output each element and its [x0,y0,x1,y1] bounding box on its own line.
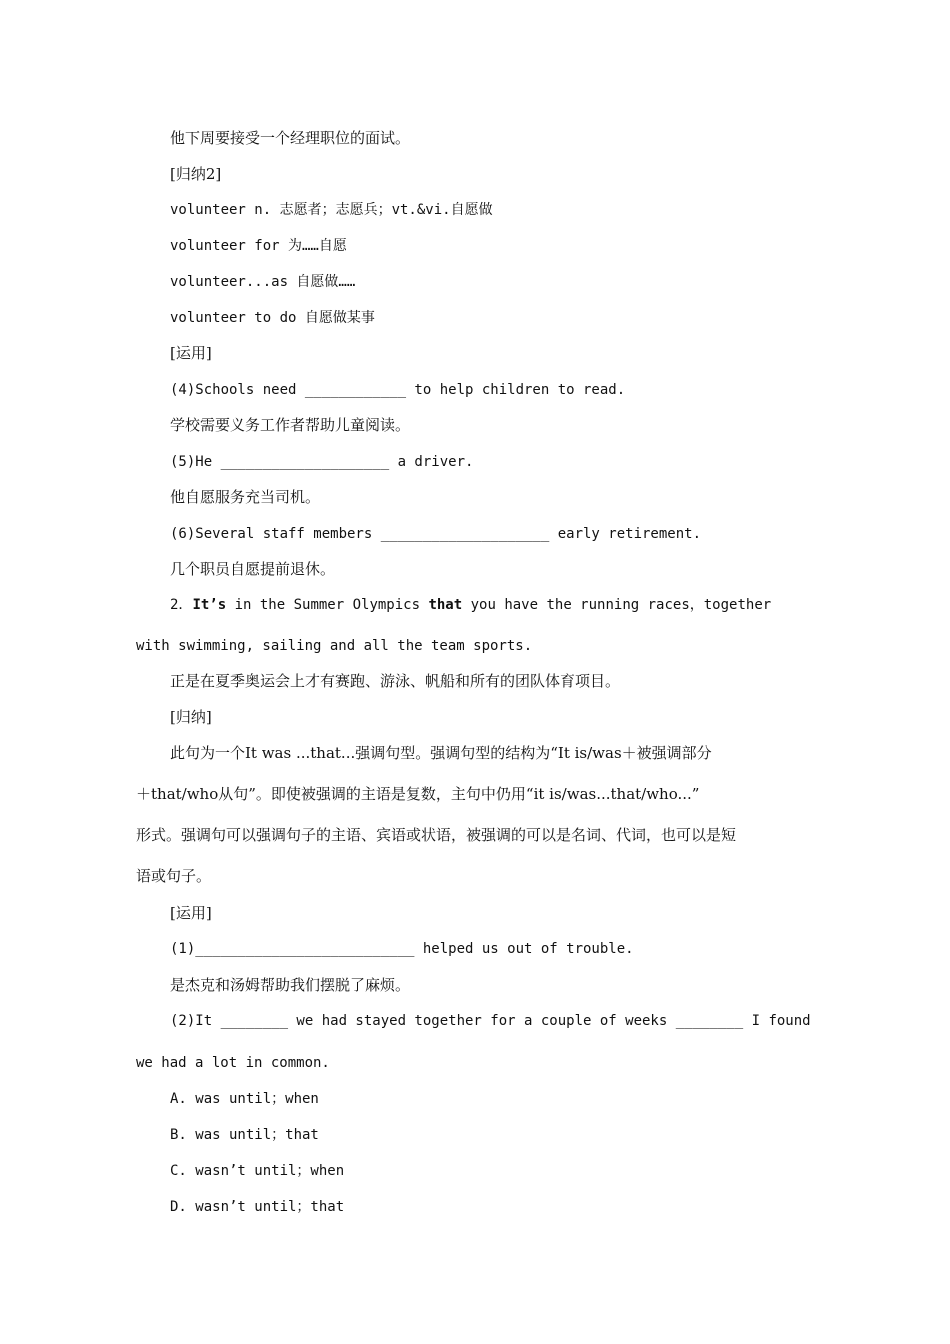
exercise-4: (4)Schools need ____________ to help children to read. [170,382,626,398]
option-b: B. was until；that [170,1127,319,1143]
sentence-part: you have the running races，together [462,597,772,613]
key-sentence-2 [170,595,771,615]
translation-line: 几个职员自愿提前退休。 [170,560,336,578]
section-heading-summary: [归纳] [170,708,212,726]
phrase-volunteer-as: volunteer...as 自愿做…… [170,274,356,290]
exercise-2: (2)It ________ we had stayed together for a couple of weeks ________ I found [170,1013,811,1029]
option-a: A. was until；when [170,1091,319,1107]
section-heading-practice: [运用] [170,904,212,922]
bold-its: It’s [192,597,227,613]
sentence-part: in the Summer Olympics [226,597,429,613]
exercise-1: (1)__________________________ helped us out of trouble. [170,941,634,957]
explanation-line: 形式。强调句可以强调句子的主语、宾语或状语，被强调的可以是名词、代词，也可以是短 [136,826,737,844]
translation-line: 学校需要义务工作者帮助儿童阅读。 [170,416,411,434]
translation-line: 是杰克和汤姆帮助我们摆脱了麻烦。 [170,976,411,994]
phrase-volunteer-to-do: volunteer to do 自愿做某事 [170,310,375,326]
vocab-definition: volunteer n. 志愿者；志愿兵；vt.&vi.自愿做 [170,202,493,218]
explanation-line: ＋that/who从句”。即使被强调的主语是复数，主句中仍用“it is/was...that/who...” [136,785,700,803]
item-number: 2． [170,597,193,613]
section-heading-summary-2: [归纳2] [170,165,222,183]
translation-line: 他自愿服务充当司机。 [170,488,321,506]
translation-line: 他下周要接受一个经理职位的面试。 [170,129,411,147]
option-d: D. wasn’t until；that [170,1199,345,1215]
phrase-volunteer-for: volunteer for 为……自愿 [170,238,347,254]
explanation-line: 语或句子。 [136,867,212,885]
key-sentence-2-continued: with swimming, sailing and all the team sports. [136,638,533,654]
exercise-2-continued: we had a lot in common. [136,1055,330,1071]
section-heading-practice: [运用] [170,344,212,362]
explanation-line: 此句为一个It was ...that...强调句型。强调句型的结构为“It is/was＋被强调部分 [170,744,712,762]
translation-line: 正是在夏季奥运会上才有赛跑、游泳、帆船和所有的团队体育项目。 [170,672,621,690]
exercise-6: (6)Several staff members ____________________ early retirement. [170,526,702,542]
bold-that: that [428,597,463,613]
option-c: C. wasn’t until；when [170,1163,345,1179]
exercise-5: (5)He ____________________ a driver. [170,454,474,470]
